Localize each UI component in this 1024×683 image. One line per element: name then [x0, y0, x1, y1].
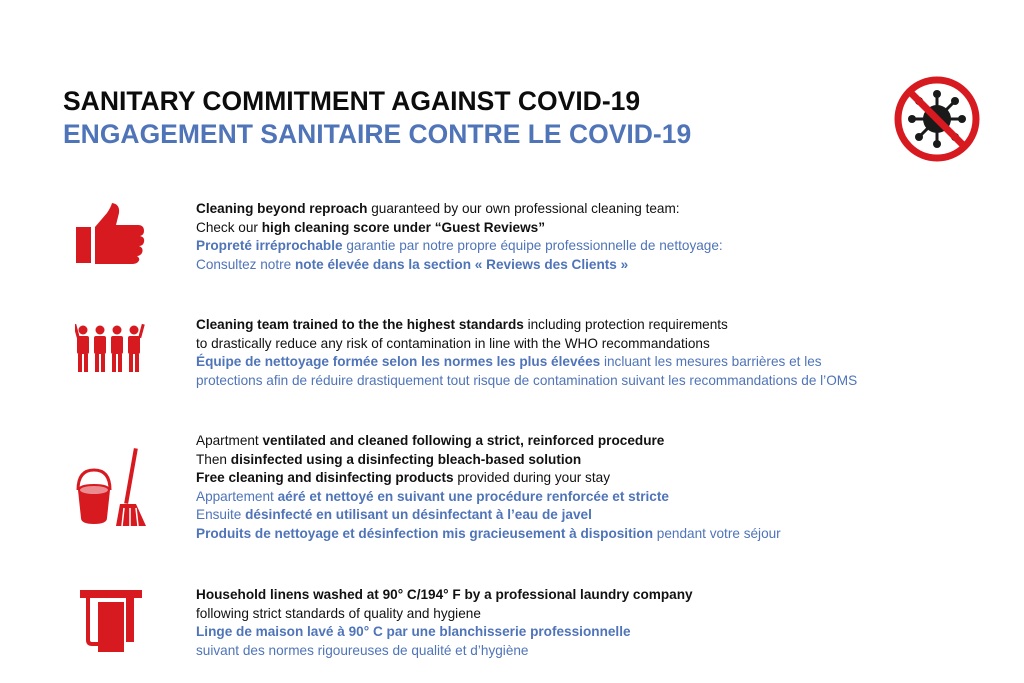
- section-cleaning-beyond-reproach: [196, 200, 723, 274]
- bucket-mop-icon: [74, 446, 148, 528]
- bold-text: Linge de maison lavé à 90° C par une blanchisserie professionnelle: [196, 624, 631, 639]
- page-title: SANITARY COMMITMENT AGAINST COVID-19: [63, 86, 641, 116]
- text-line-fr: [196, 256, 723, 275]
- plain-text: Check our: [196, 219, 262, 235]
- plain-text: guaranteed by our own professional cleaning team:: [367, 201, 680, 216]
- section-trained-cleaning-team: [196, 316, 857, 390]
- plain-text: protections afin de réduire drastiquement tout risque de contamination suivant les recommandations de l’OMS: [196, 372, 858, 388]
- bold-text: Cleaning beyond reproach: [196, 201, 368, 216]
- plain-text: including protection requirements: [523, 317, 728, 332]
- page-subtitle: ENGAGEMENT SANITAIRE CONTRE LE COVID-19: [63, 119, 692, 149]
- bold-text: Household linens washed at 90° C/194° F by a professional laundry company: [196, 587, 693, 602]
- bold-text: high cleaning score under “Guest Reviews”: [261, 219, 546, 235]
- thumbs-up-icon: [74, 203, 146, 265]
- towel-linen-icon: [78, 588, 144, 654]
- plain-text: suivant des normes rigoureuses de qualité et d’hygiène: [196, 642, 529, 658]
- text-line-en: [196, 316, 857, 335]
- bold-text: Propreté irréprochable: [196, 238, 343, 253]
- text-line-en: [196, 219, 723, 238]
- bold-text: aéré et nettoyé en suivant une procédure renforcée et stricte: [277, 488, 669, 504]
- bold-text: Équipe de nettoyage formée selon les normes les plus élevées: [196, 354, 601, 369]
- plain-text: Then: [196, 451, 231, 467]
- no-virus-icon: [894, 76, 980, 162]
- bold-text: Cleaning team trained to the the highest standards: [196, 317, 524, 332]
- text-line-fr: [196, 623, 693, 642]
- text-line-fr: [196, 372, 857, 391]
- plain-text: to drastically reduce any risk of contamination in line with the WHO recommandations: [196, 335, 710, 351]
- text-line-fr: [196, 237, 723, 256]
- bold-text: note élevée dans la section « Reviews des Clients »: [295, 256, 629, 272]
- bold-text: disinfected using a disinfecting bleach-based solution: [230, 451, 582, 467]
- text-line-fr: [196, 488, 781, 507]
- plain-text: Appartement: [196, 488, 278, 504]
- text-line-en: [196, 451, 781, 470]
- text-line-fr: [196, 525, 781, 544]
- plain-text: Apartment: [196, 433, 263, 448]
- bold-text: ventilated and cleaned following a strict, reinforced procedure: [262, 433, 665, 448]
- section-household-linens: [196, 586, 693, 660]
- text-line-fr: [196, 642, 693, 661]
- text-line-fr: [196, 506, 781, 525]
- plain-text: following strict standards of quality and hygiene: [196, 605, 481, 621]
- bold-text: désinfecté en utilisant un désinfectant à l’eau de javel: [245, 507, 592, 522]
- text-line-en: [196, 605, 693, 624]
- text-line-en: [196, 200, 723, 219]
- text-line-en: [196, 586, 693, 605]
- text-line-en: [196, 432, 781, 451]
- plain-text: Ensuite: [196, 507, 246, 522]
- plain-text: incluant les mesures barrières et les: [600, 354, 822, 369]
- plain-text: pendant votre séjour: [653, 525, 781, 541]
- text-line-en: [196, 469, 781, 488]
- section-ventilated-disinfected: [196, 432, 781, 543]
- plain-text: Consultez notre: [196, 256, 295, 272]
- bold-text: Produits de nettoyage et désinfection mis gracieusement à disposition: [196, 525, 653, 541]
- team-people-icon: [75, 322, 145, 374]
- plain-text: provided during your stay: [453, 470, 610, 485]
- bold-text: Free cleaning and disinfecting products: [196, 470, 454, 485]
- text-line-en: [196, 335, 857, 354]
- text-line-fr: [196, 353, 857, 372]
- plain-text: garantie par notre propre équipe professionnelle de nettoyage:: [342, 238, 723, 253]
